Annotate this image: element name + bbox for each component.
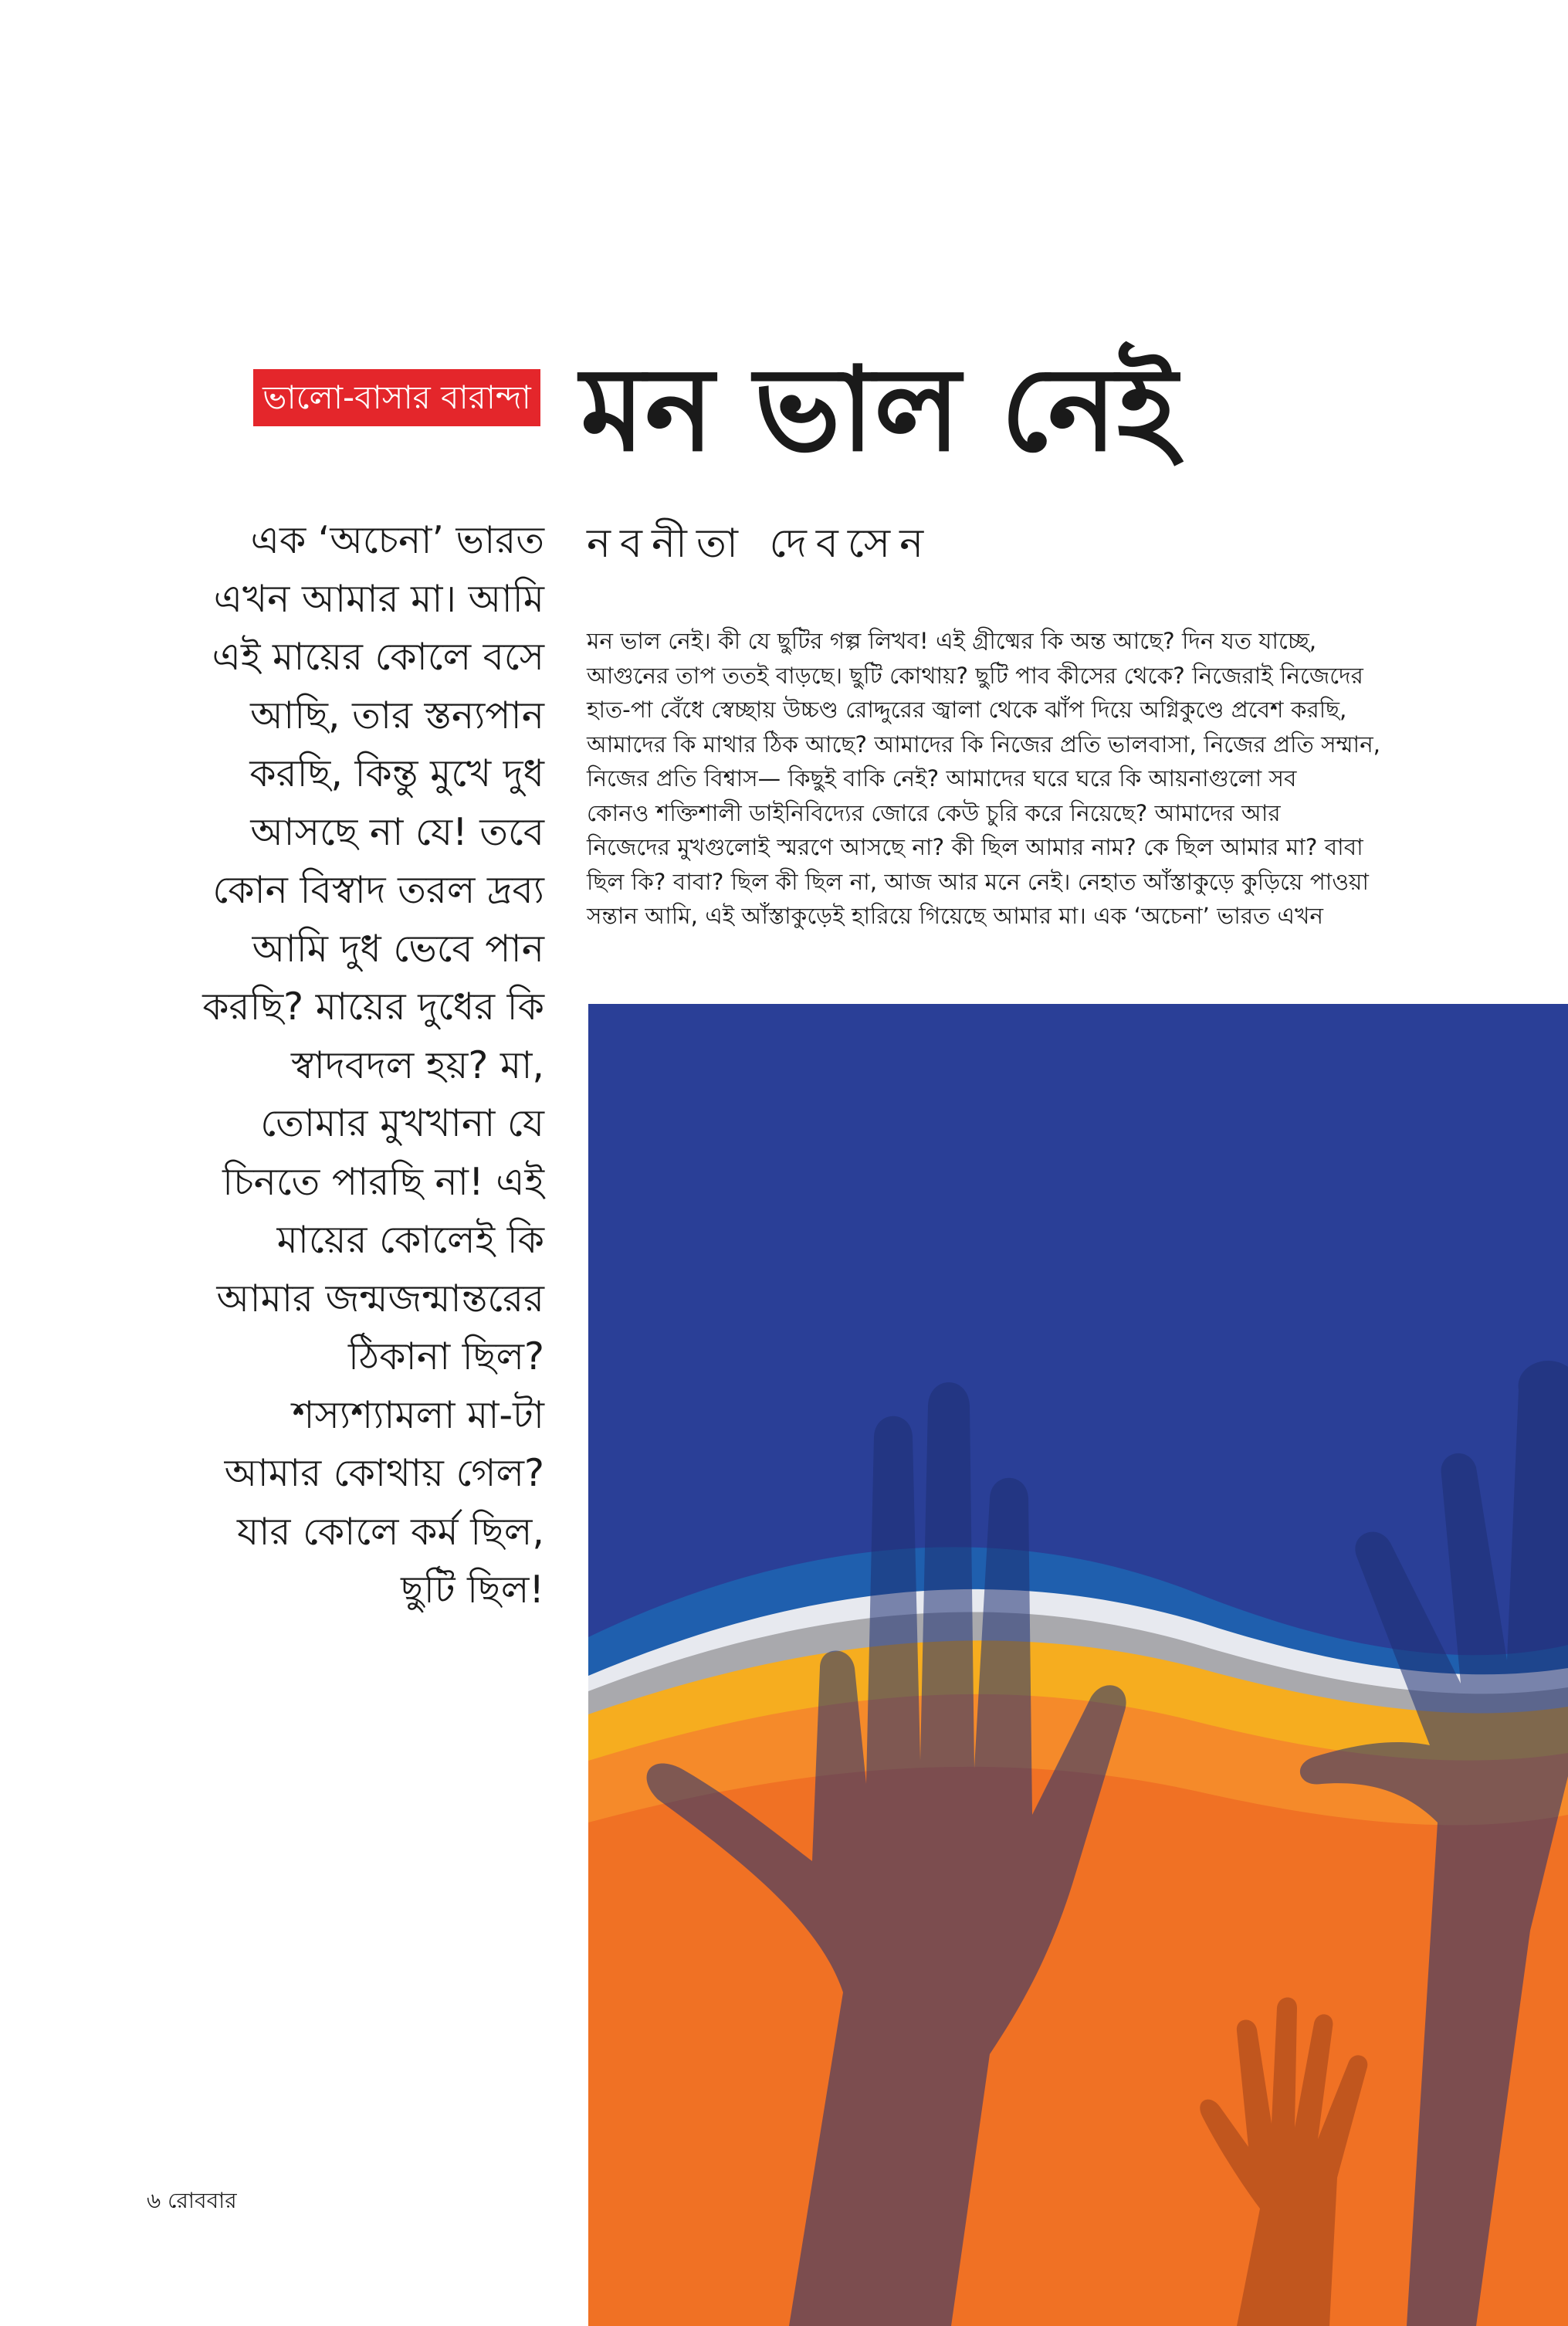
- pull-quote-line: আছি, তার স্তন্যপান: [250, 693, 544, 737]
- page-folio: ৬ রোববার: [147, 2188, 237, 2213]
- pull-quote: [116, 511, 544, 1619]
- section-tag: ভালো-বাসার বারান্দা: [253, 369, 540, 426]
- pull-quote-line: চিনতে পারছি না! এই: [222, 1159, 544, 1204]
- pull-quote-line: স্বাদবদল হয়? মা,: [290, 1043, 544, 1087]
- pull-quote-line: এখন আমার মা। আমি: [213, 576, 544, 621]
- body-line: সন্তান আমি, এই আঁস্তাকুড়েই হারিয়ে গিয়েছে আমার মা। এক ‘অচেনা’ ভারত এখন: [587, 903, 1323, 929]
- body-line: মন ভাল নেই। কী যে ছুটির গল্প লিখব! এই গ্রীষ্মের কি অন্ত আছে? দিন যত যাচ্ছে,: [587, 628, 1317, 654]
- body-line: কোনও শক্তিশালী ডাইনিবিদ্যের জোরে কেউ চুরি করে নিয়েছে? আমাদের আর: [587, 799, 1281, 826]
- author-byline: নবনীতা দেবসেন: [587, 520, 933, 567]
- reaching-hands-illustration: [588, 1004, 1568, 2326]
- body-line: ছিল কি? বাবা? ছিল কী ছিল না, আজ আর মনে নেই। নেহাত আঁস্তাকুড়ে কুড়িয়ে পাওয়া: [587, 868, 1369, 895]
- pull-quote-line: শস্যশ্যামলা মা-টা: [292, 1392, 544, 1437]
- pull-quote-line: করছি, কিন্তু মুখে দুধ: [249, 751, 544, 795]
- pull-quote-line: আসছে না যে! তবে: [250, 809, 544, 854]
- pull-quote-line: যার কোলে কর্ম ছিল,: [237, 1509, 544, 1554]
- pull-quote-line: মায়ের কোলেই কি: [276, 1218, 544, 1262]
- pull-quote-line: তোমার মুখখানা যে: [260, 1101, 544, 1145]
- body-line: হাত-পা বেঁধে স্বেচ্ছায় উচ্চণ্ড রোদ্দুরের জ্বালা থেকে ঝাঁপ দিয়ে অগ্নিকুণ্ডে প্রবেশ করছি,: [587, 697, 1347, 723]
- body-line: আমাদের কি মাথার ঠিক আছে? আমাদের কি নিজের প্রতি ভালবাসা, নিজের প্রতি সম্মান,: [587, 731, 1381, 758]
- pull-quote-line: কোন বিস্বাদ তরল দ্রব্য: [212, 868, 544, 912]
- pull-quote-line: ঠিকানা ছিল?: [348, 1334, 544, 1378]
- pull-quote-line: এই মায়ের কোলে বসে: [212, 635, 544, 679]
- pull-quote-line: আমার কোথায় গেল?: [224, 1451, 544, 1495]
- pull-quote-line: আমি দুধ ভেবে পান: [252, 926, 544, 971]
- body-line: আগুনের তাপ ততই বাড়ছে। ছুটি কোথায়? ছুটি পাব কীসের থেকে? নিজেরাই নিজেদের: [587, 662, 1363, 689]
- article-body: [587, 624, 1436, 934]
- body-line: নিজেদের মুখগুলোই স্মরণে আসছে না? কী ছিল আমার নাম? কে ছিল আমার মা? বাবা: [587, 834, 1363, 860]
- pull-quote-line: ছুটি ছিল!: [401, 1568, 544, 1612]
- pull-quote-line: আমার জন্মজন্মান্তরের: [216, 1276, 544, 1321]
- article-headline: মন ভাল নেই: [581, 341, 1177, 477]
- pull-quote-line: করছি? মায়ের দুধের কি: [202, 985, 544, 1029]
- pull-quote-line: এক ‘অচেনা’ ভারত: [250, 518, 544, 562]
- body-line: নিজের প্রতি বিশ্বাস— কিছুই বাকি নেই? আমাদের ঘরে ঘরে কি আয়নাগুলো সব: [587, 765, 1297, 792]
